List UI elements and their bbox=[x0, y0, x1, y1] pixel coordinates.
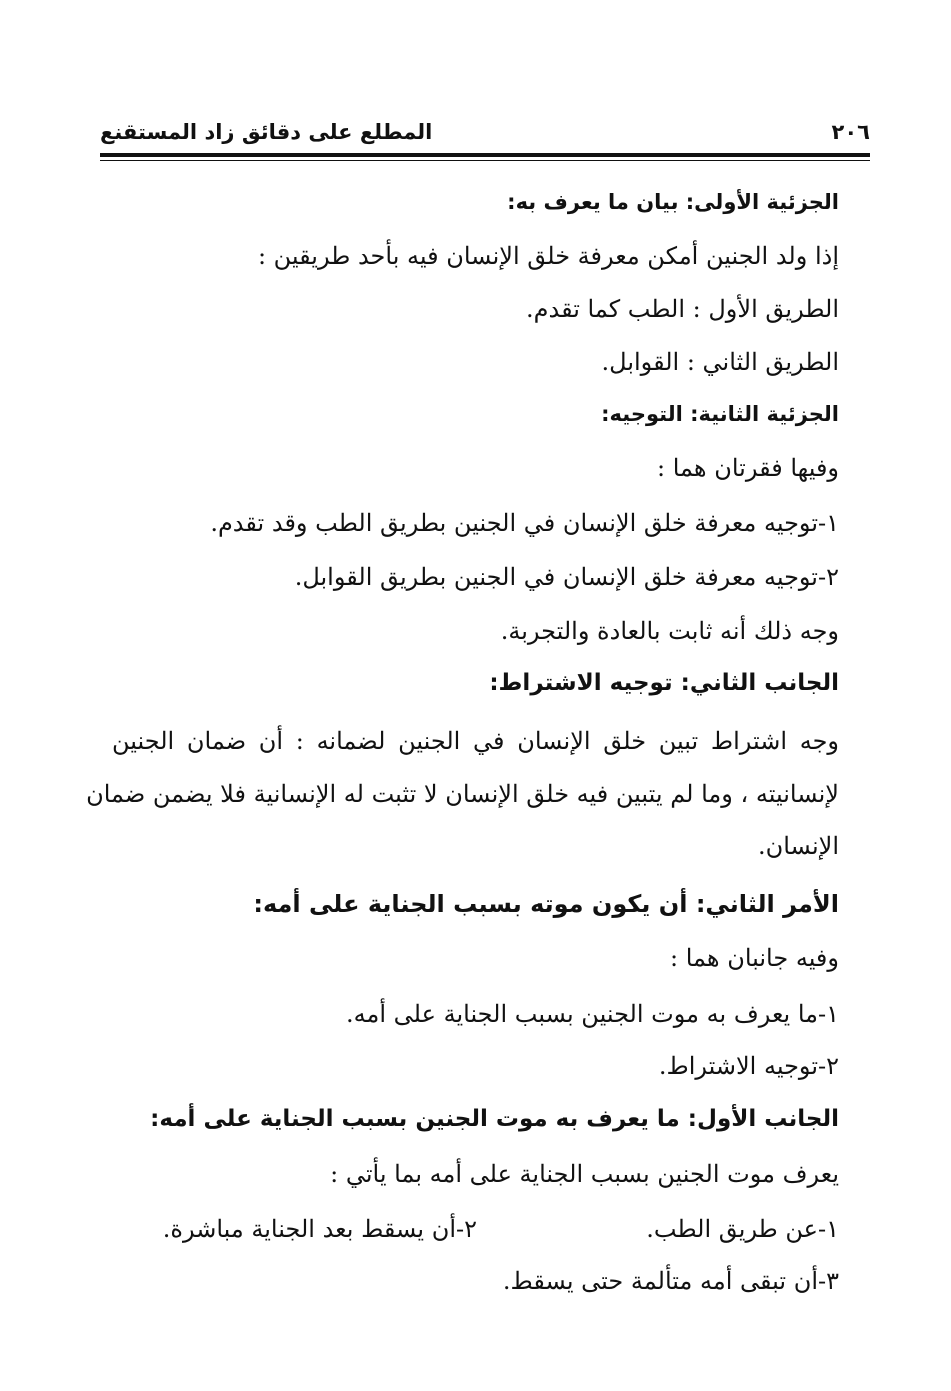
two-column-list bbox=[160, 1215, 839, 1247]
main-heading: الأمر الثاني: أن يكون موته بسبب الجناية على أمه: bbox=[253, 890, 839, 918]
paragraph-line: وفيها فقرتان هما : bbox=[657, 454, 839, 482]
paragraph-line: وفيه جانبان هما : bbox=[670, 944, 839, 972]
paragraph-line: يعرف موت الجنين بسبب الجناية على أمه بما يأتي : bbox=[330, 1160, 839, 1188]
page-number: ٢٠٦ bbox=[831, 120, 870, 144]
list-item: ٢-توجيه الاشتراط. bbox=[658, 1052, 839, 1080]
list-item: ١-ما يعرف به موت الجنين بسبب الجناية على أمه. bbox=[346, 1000, 839, 1028]
list-item: ٢-أن يسقط بعد الجناية مباشرة. bbox=[162, 1215, 477, 1243]
list-item: ٣-أن تبقى أمه متألمة حتى يسقط. bbox=[502, 1267, 839, 1295]
list-item: ١-توجيه معرفة خلق الإنسان في الجنين بطريق الطب وقد تقدم. bbox=[210, 509, 839, 537]
section-heading: الجانب الثاني: توجيه الاشتراط: bbox=[489, 670, 839, 696]
paragraph-line: لإنسانيته ، وما لم يتبين فيه خلق الإنسان لا تثبت له الإنسانية فلا يضمن ضمان bbox=[86, 780, 839, 808]
header-rule-thin bbox=[100, 160, 870, 161]
subheading-part-one: الجزئية الأولى: بيان ما يعرف به: bbox=[507, 190, 839, 214]
paragraph-line: وجه اشتراط تبين خلق الإنسان في الجنين لضمانه : أن ضمان الجنين bbox=[112, 727, 839, 755]
list-item: ١-عن طريق الطب. bbox=[646, 1215, 839, 1243]
paragraph-line: الإنسان. bbox=[757, 832, 839, 860]
paragraph-line: الطريق الثاني : القوابل. bbox=[601, 348, 839, 376]
paragraph-line: إذا ولد الجنين أمكن معرفة خلق الإنسان فيه بأحد طريقين : bbox=[257, 242, 839, 270]
list-item: ٢-توجيه معرفة خلق الإنسان في الجنين بطريق القوابل. bbox=[294, 563, 839, 591]
subheading-part-two: الجزئية الثانية: التوجيه: bbox=[601, 402, 839, 426]
running-header bbox=[100, 112, 870, 156]
section-heading: الجانب الأول: ما يعرف به موت الجنين بسبب الجناية على أمه: bbox=[150, 1106, 839, 1132]
header-rule-thick bbox=[100, 153, 870, 157]
book-title: المطلع على دقائق زاد المستقنع bbox=[100, 120, 433, 144]
paragraph-line: الطريق الأول : الطب كما تقدم. bbox=[526, 295, 839, 323]
paragraph-line: وجه ذلك أنه ثابت بالعادة والتجربة. bbox=[500, 617, 839, 645]
